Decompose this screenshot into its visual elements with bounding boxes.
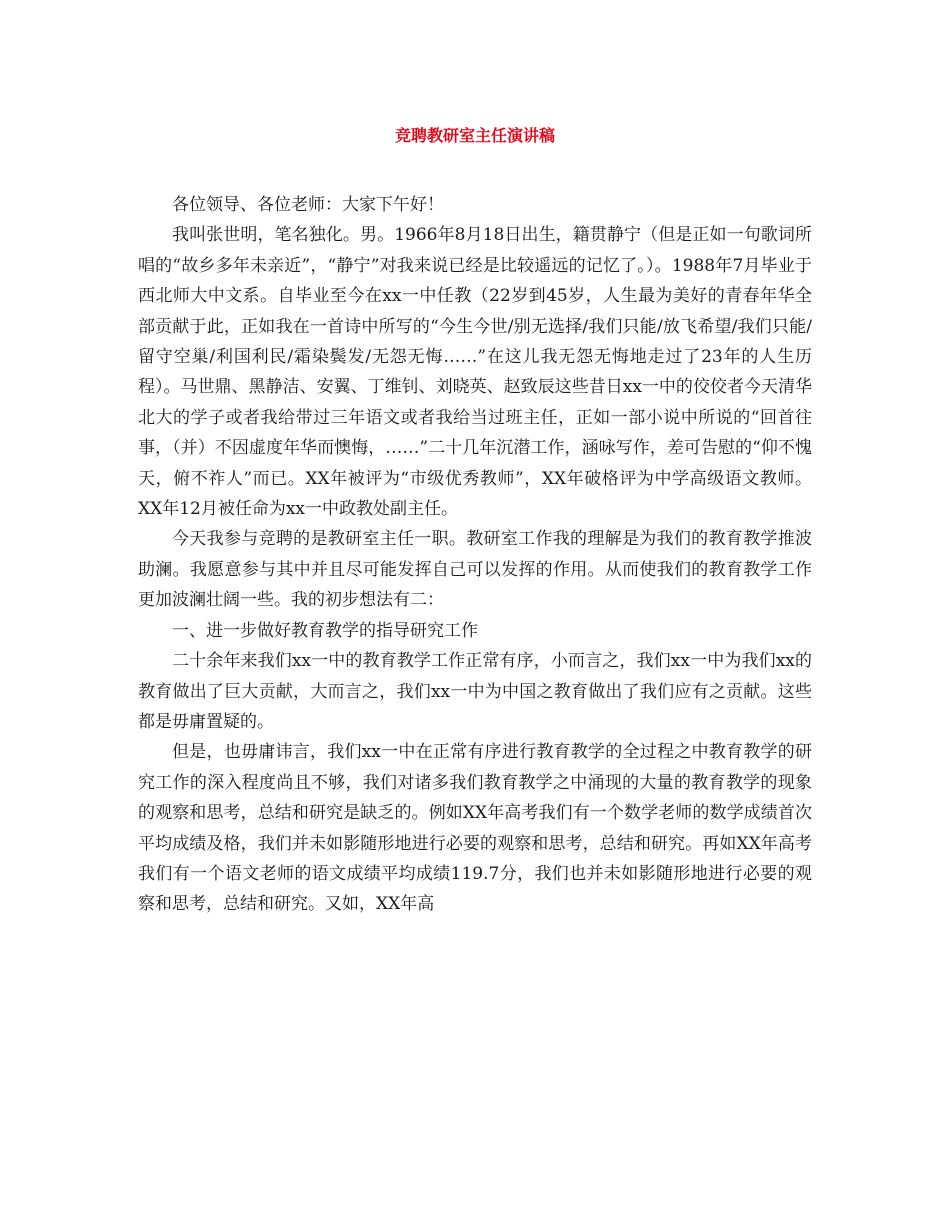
document-body	[138, 190, 812, 920]
paragraph-self-introduction: 我叫张世明，笔名独化。男。1966年8月18日出生，籍贯静宁（但是正如一句歌词所唱的“故乡多年未亲近”，“静宁”对我来说已经是比较遥远的记忆了。）。1988年7月毕业于西北师大中文系。自毕业至今在xx一中任教（22岁到45岁，人生最为美好的青春年华全部贡献于此，正如我在一首诗中所写的“今生今世/别无选择/我们只能/放飞希望/我们只能/留守空巢/利国利民/霜染鬓发/无怨无悔……”在这儿我无怨无悔地走过了23年的人生历程）。马世鼎、黑静洁、安翼、丁维钊、刘晓英、赵致辰这些昔日xx一中的佼佼者今天清华北大的学子或者我给带过三年语文或者我给当过班主任，正如一部小说中所说的“回首往事，（并）不因虚度年华而懊悔，……”二十几年沉潜工作，涵咏写作，差可告慰的“仰不愧天，俯不祚人”而已。XX年被评为“市级优秀教师”，XX年破格评为中学高级语文教师。XX年12月被任命为xx一中政教处副主任。	[138, 225, 812, 520]
paragraph-shortcomings: 但是，也毋庸讳言，我们xx一中在正常有序进行教育教学的全过程之中教育教学的研究工作的深入程度尚且不够，我们对诸多我们教育教学之中涌现的大量的教育教学的现象的观察和思考，总结和研究是缺乏的。例如XX年高考我们有一个数学老师的数学成绩首次平均成绩及格，我们并未如影随形地进行必要的观察和思考，总结和研究。再如XX年高考我们有一个语文老师的语文成绩平均成绩119.7分，我们也并未如影随形地进行必要的观察和思考，总结和研究。又如，XX年高	[138, 742, 812, 915]
document-title: 竞聘教研室主任演讲稿	[394, 126, 555, 145]
section-heading: 一、进一步做好教育教学的指导研究工作	[172, 620, 478, 641]
paragraph-greeting: 各位领导、各位老师：大家下午好！	[172, 195, 444, 215]
paragraph-achievements: 二十余年来我们xx一中的教育教学工作正常有序，小而言之，我们xx一中为我们xx的教育做出了巨大贡献，大而言之，我们xx一中为中国之教育做出了我们应有之贡献。这些都是毋庸置疑的。	[138, 651, 812, 732]
paragraph-position-statement: 今天我参与竞聘的是教研室主任一职。教研室工作我的理解是为我们的教育教学推波助澜。我愿意参与其中并且尽可能发挥自己可以发挥的作用。从而使我们的教育教学工作更加波澜壮阔一些。我的初步想法有二：	[138, 529, 812, 611]
